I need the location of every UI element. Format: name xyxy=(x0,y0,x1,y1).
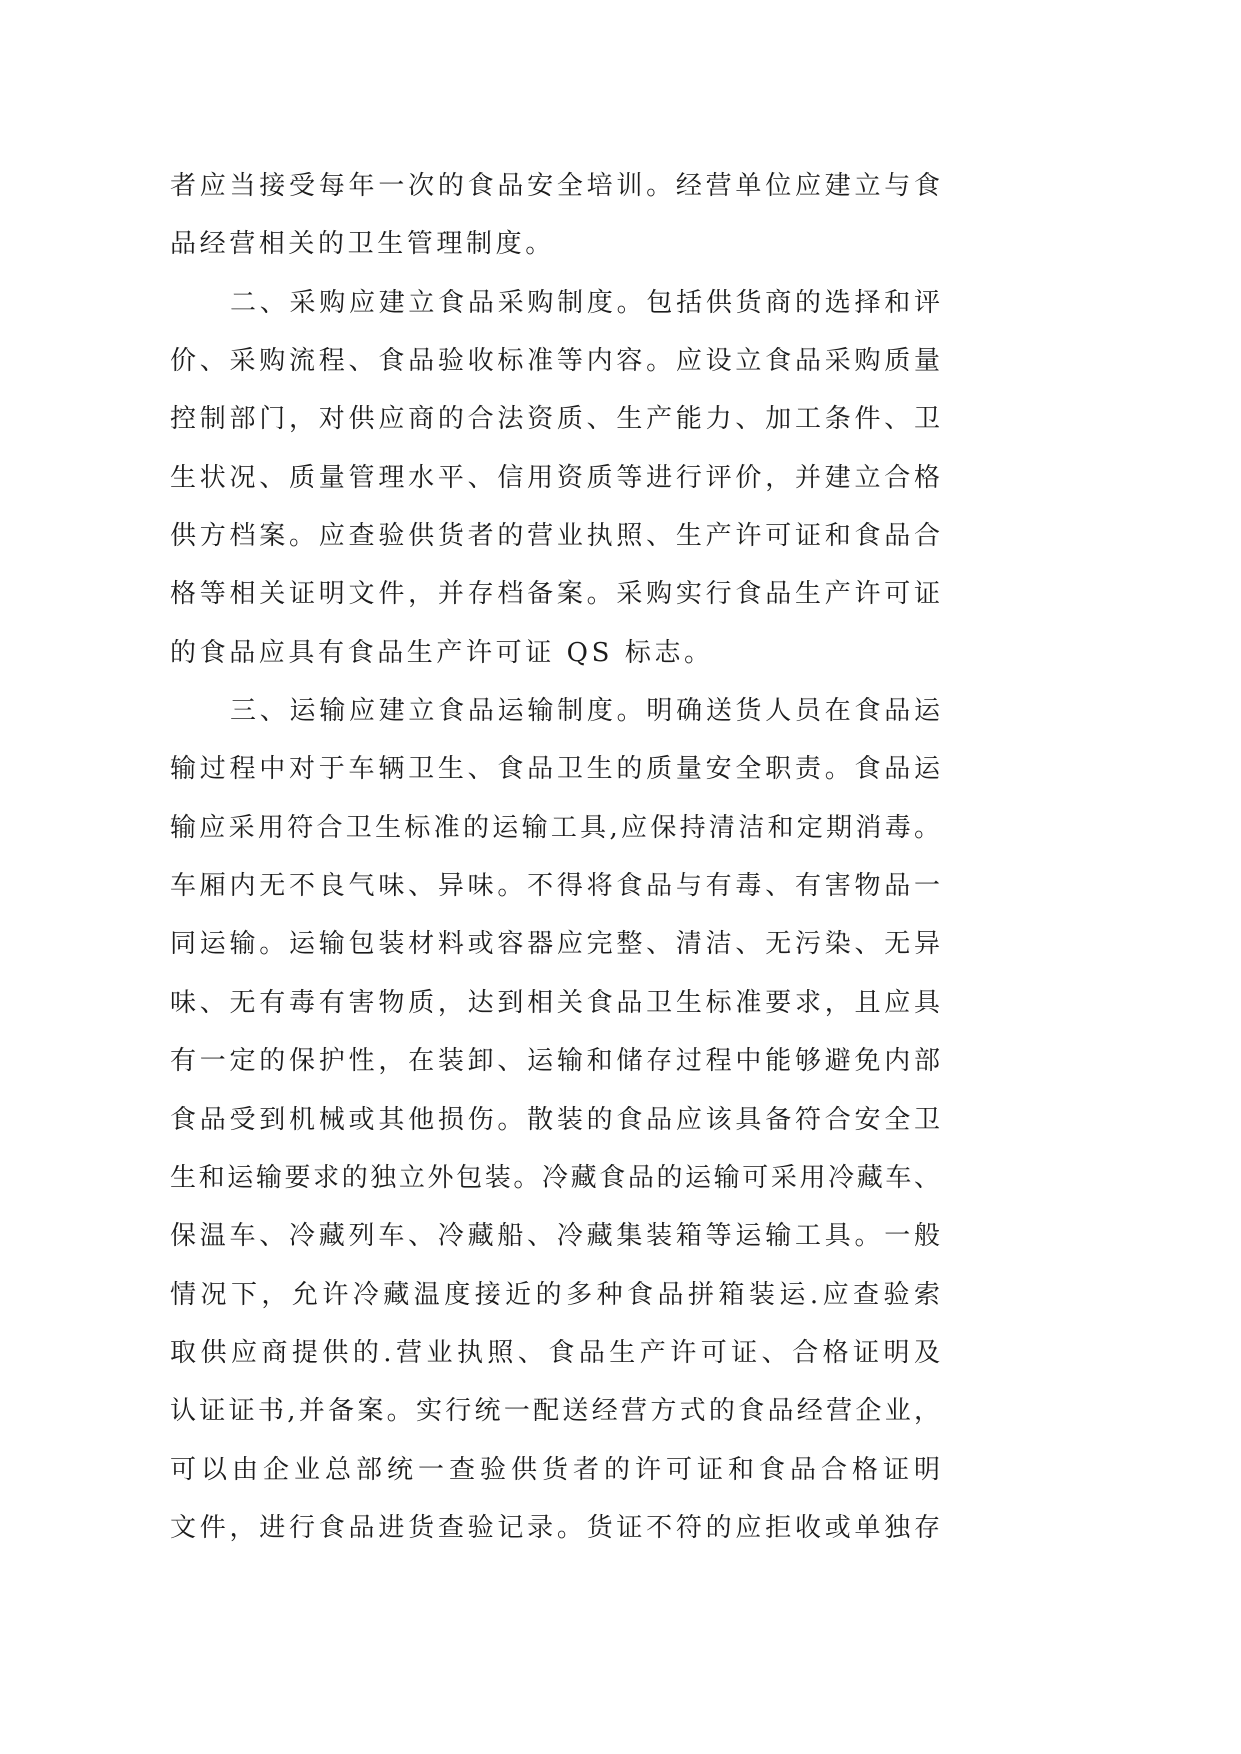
document-body xyxy=(170,157,940,1557)
text-line: 有一定的保护性，在装卸、运输和储存过程中能够避免内部 xyxy=(170,1046,940,1077)
text-line: 二、采购应建立食品采购制度。包括供货商的选择和评 xyxy=(230,287,940,318)
text-line: 生状况、质量管理水平、信用资质等进行评价，并建立合格 xyxy=(170,462,940,493)
paragraph-transport xyxy=(170,682,940,1557)
text-line: 同运输。运输包装材料或容器应完整、清洁、无污染、无异 xyxy=(170,929,940,960)
paragraph-procurement xyxy=(170,274,940,682)
text-line: 三、运输应建立食品运输制度。明确送货人员在食品运 xyxy=(230,696,940,727)
text-line: 格等相关证明文件，并存档备案。采购实行食品生产许可证 xyxy=(170,579,940,610)
text-line: 取供应商提供的.营业执照、食品生产许可证、合格证明及 xyxy=(170,1337,940,1368)
text-line: 认证证书,并备案。实行统一配送经营方式的食品经营企业， xyxy=(170,1396,940,1427)
paragraph-continued xyxy=(170,157,940,274)
text-line: 情况下，允许冷藏温度接近的多种食品拼箱装运.应查验索 xyxy=(170,1279,940,1310)
text-line: 食品受到机械或其他损伤。散装的食品应该具备符合安全卫 xyxy=(170,1104,940,1135)
text-line: 品经营相关的卫生管理制度。 xyxy=(170,229,555,260)
text-line: 价、采购流程、食品验收标准等内容。应设立食品采购质量 xyxy=(170,346,940,377)
text-line: 的食品应具有食品生产许可证 QS 标志。 xyxy=(170,637,714,668)
text-line: 味、无有毒有害物质，达到相关食品卫生标准要求，且应具 xyxy=(170,987,940,1018)
text-line: 保温车、冷藏列车、冷藏船、冷藏集装箱等运输工具。一般 xyxy=(170,1221,940,1252)
text-line: 文件，进行食品进货查验记录。货证不符的应拒收或单独存 xyxy=(170,1512,940,1543)
text-line: 输应采用符合卫生标准的运输工具,应保持清洁和定期消毒。 xyxy=(170,812,940,843)
text-line: 车厢内无不良气味、异味。不得将食品与有毒、有害物品一 xyxy=(170,871,940,902)
text-line: 者应当接受每年一次的食品安全培训。经营单位应建立与食 xyxy=(170,171,940,201)
text-line: 生和运输要求的独立外包装。冷藏食品的运输可采用冷藏车、 xyxy=(170,1162,940,1193)
text-line: 可以由企业总部统一查验供货者的许可证和食品合格证明 xyxy=(170,1454,940,1485)
text-line: 输过程中对于车辆卫生、食品卫生的质量安全职责。食品运 xyxy=(170,754,940,785)
text-line: 供方档案。应查验供货者的营业执照、生产许可证和食品合 xyxy=(170,521,940,552)
text-line: 控制部门，对供应商的合法资质、生产能力、加工条件、卫 xyxy=(170,404,940,435)
